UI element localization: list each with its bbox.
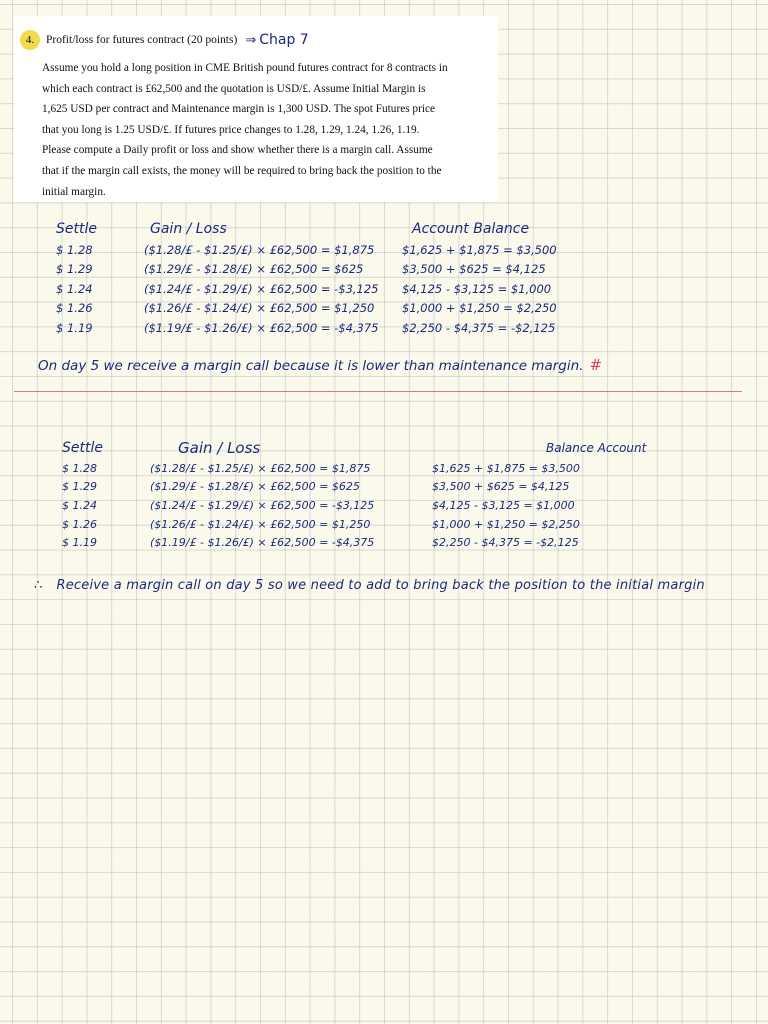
balance-cell: $1,000 + $1,250 = $2,250 (432, 517, 580, 531)
chapter-note-text: Chap 7 (259, 32, 309, 48)
question-number: 4. (20, 30, 40, 50)
settle-cell: $ 1.28 (62, 461, 97, 475)
settle-header: Settle (56, 221, 97, 237)
table-header (62, 437, 726, 459)
question-line: which each contract is £62,500 and the quotation is USD/£. Assume Initial Margin is (42, 82, 426, 95)
gain-loss-cell: ($1.24/£ - $1.29/£) × £62,500 = -$3,125 (144, 281, 379, 296)
gain-loss-cell: ($1.26/£ - $1.24/£) × £62,500 = $1,250 (150, 517, 371, 531)
gain-loss-cell: ($1.19/£ - $1.26/£) × £62,500 = -$4,375 (144, 320, 379, 335)
question-body (42, 58, 490, 202)
handwritten-table-1 (56, 218, 612, 338)
balance-cell: $4,125 - $3,125 = $1,000 (402, 281, 552, 296)
balance-cell: $2,250 - $4,375 = -$2,125 (432, 536, 579, 550)
conclusion-note (34, 578, 705, 593)
red-divider (14, 391, 742, 392)
table-row (62, 515, 726, 534)
gain-loss-header: Gain / Loss (178, 439, 261, 457)
question-line: Assume you hold a long position in CME British pound futures contract for 8 contracts in (42, 62, 448, 74)
margin-call-note-text: On day 5 we receive a margin call because it is lower than maintenance margin. (38, 358, 584, 374)
gain-loss-cell: ($1.19/£ - $1.26/£) × £62,500 = -$4,375 (150, 536, 375, 550)
balance-cell: $2,250 - $4,375 = -$2,125 (402, 320, 556, 335)
gain-loss-cell: ($1.28/£ - $1.25/£) × £62,500 = $1,875 (150, 461, 371, 475)
therefore-icon: ∴ (34, 578, 43, 593)
gain-loss-cell: ($1.29/£ - $1.28/£) × £62,500 = $625 (150, 480, 360, 494)
question-line: that if the margin call exists, the money will be required to bring back the position to the (42, 164, 442, 177)
table-row (62, 496, 726, 515)
balance-cell: $3,500 + $625 = $4,125 (432, 480, 570, 494)
settle-header: Settle (62, 440, 103, 456)
table-header (56, 218, 612, 240)
table-row (56, 318, 612, 338)
gain-loss-cell: ($1.26/£ - $1.24/£) × £62,500 = $1,250 (144, 301, 375, 316)
settle-cell: $ 1.29 (56, 262, 93, 277)
table-row (62, 459, 726, 478)
question-card (14, 16, 498, 202)
table-row (62, 478, 726, 497)
gain-loss-cell: ($1.28/£ - $1.25/£) × £62,500 = $1,875 (144, 242, 375, 257)
settle-cell: $ 1.26 (56, 301, 93, 316)
gain-loss-cell: ($1.24/£ - $1.29/£) × £62,500 = -$3,125 (150, 498, 375, 512)
settle-cell: $ 1.19 (56, 320, 93, 335)
question-line: that you long is 1.25 USD/£. If futures price changes to 1.28, 1.29, 1.24, 1.26, 1.19. (42, 123, 420, 136)
balance-account-header: Balance Account (546, 441, 647, 455)
question-title: Profit/loss for futures contract (20 points) (46, 34, 238, 46)
settle-cell: $ 1.29 (62, 480, 97, 494)
table-row (56, 240, 612, 260)
settle-cell: $ 1.26 (62, 517, 97, 531)
settle-cell: $ 1.19 (62, 536, 97, 550)
table-row (56, 260, 612, 280)
gain-loss-header: Gain / Loss (150, 221, 227, 237)
balance-cell: $4,125 - $3,125 = $1,000 (432, 498, 575, 512)
margin-call-note (38, 356, 602, 374)
gain-loss-cell: ($1.29/£ - $1.28/£) × £62,500 = $625 (144, 262, 364, 277)
table-row (62, 533, 726, 552)
hash-mark-icon: # (589, 356, 603, 374)
question-line: 1,625 USD per contract and Maintenance margin is 1,300 USD. The spot Futures price (42, 103, 436, 116)
balance-cell: $3,500 + $625 = $4,125 (402, 262, 546, 277)
chapter-note (245, 32, 308, 48)
account-balance-header: Account Balance (412, 221, 530, 237)
table-row (56, 279, 612, 299)
question-line: Please compute a Daily profit or loss and show whether there is a margin call. Assume (42, 144, 433, 157)
question-line: initial margin. (42, 185, 106, 198)
arrow-icon: ⇒ (245, 33, 257, 48)
settle-cell: $ 1.24 (56, 281, 93, 296)
settle-cell: $ 1.28 (56, 242, 93, 257)
table-row (56, 299, 612, 319)
balance-cell: $1,625 + $1,875 = $3,500 (432, 461, 580, 475)
conclusion-note-text: Receive a margin call on day 5 so we need to add to bring back the position to the initial margin (56, 578, 705, 593)
balance-cell: $1,000 + $1,250 = $2,250 (402, 301, 557, 316)
handwritten-table-2 (62, 437, 726, 552)
settle-cell: $ 1.24 (62, 498, 97, 512)
balance-cell: $1,625 + $1,875 = $3,500 (402, 242, 557, 257)
question-header (25, 30, 484, 50)
